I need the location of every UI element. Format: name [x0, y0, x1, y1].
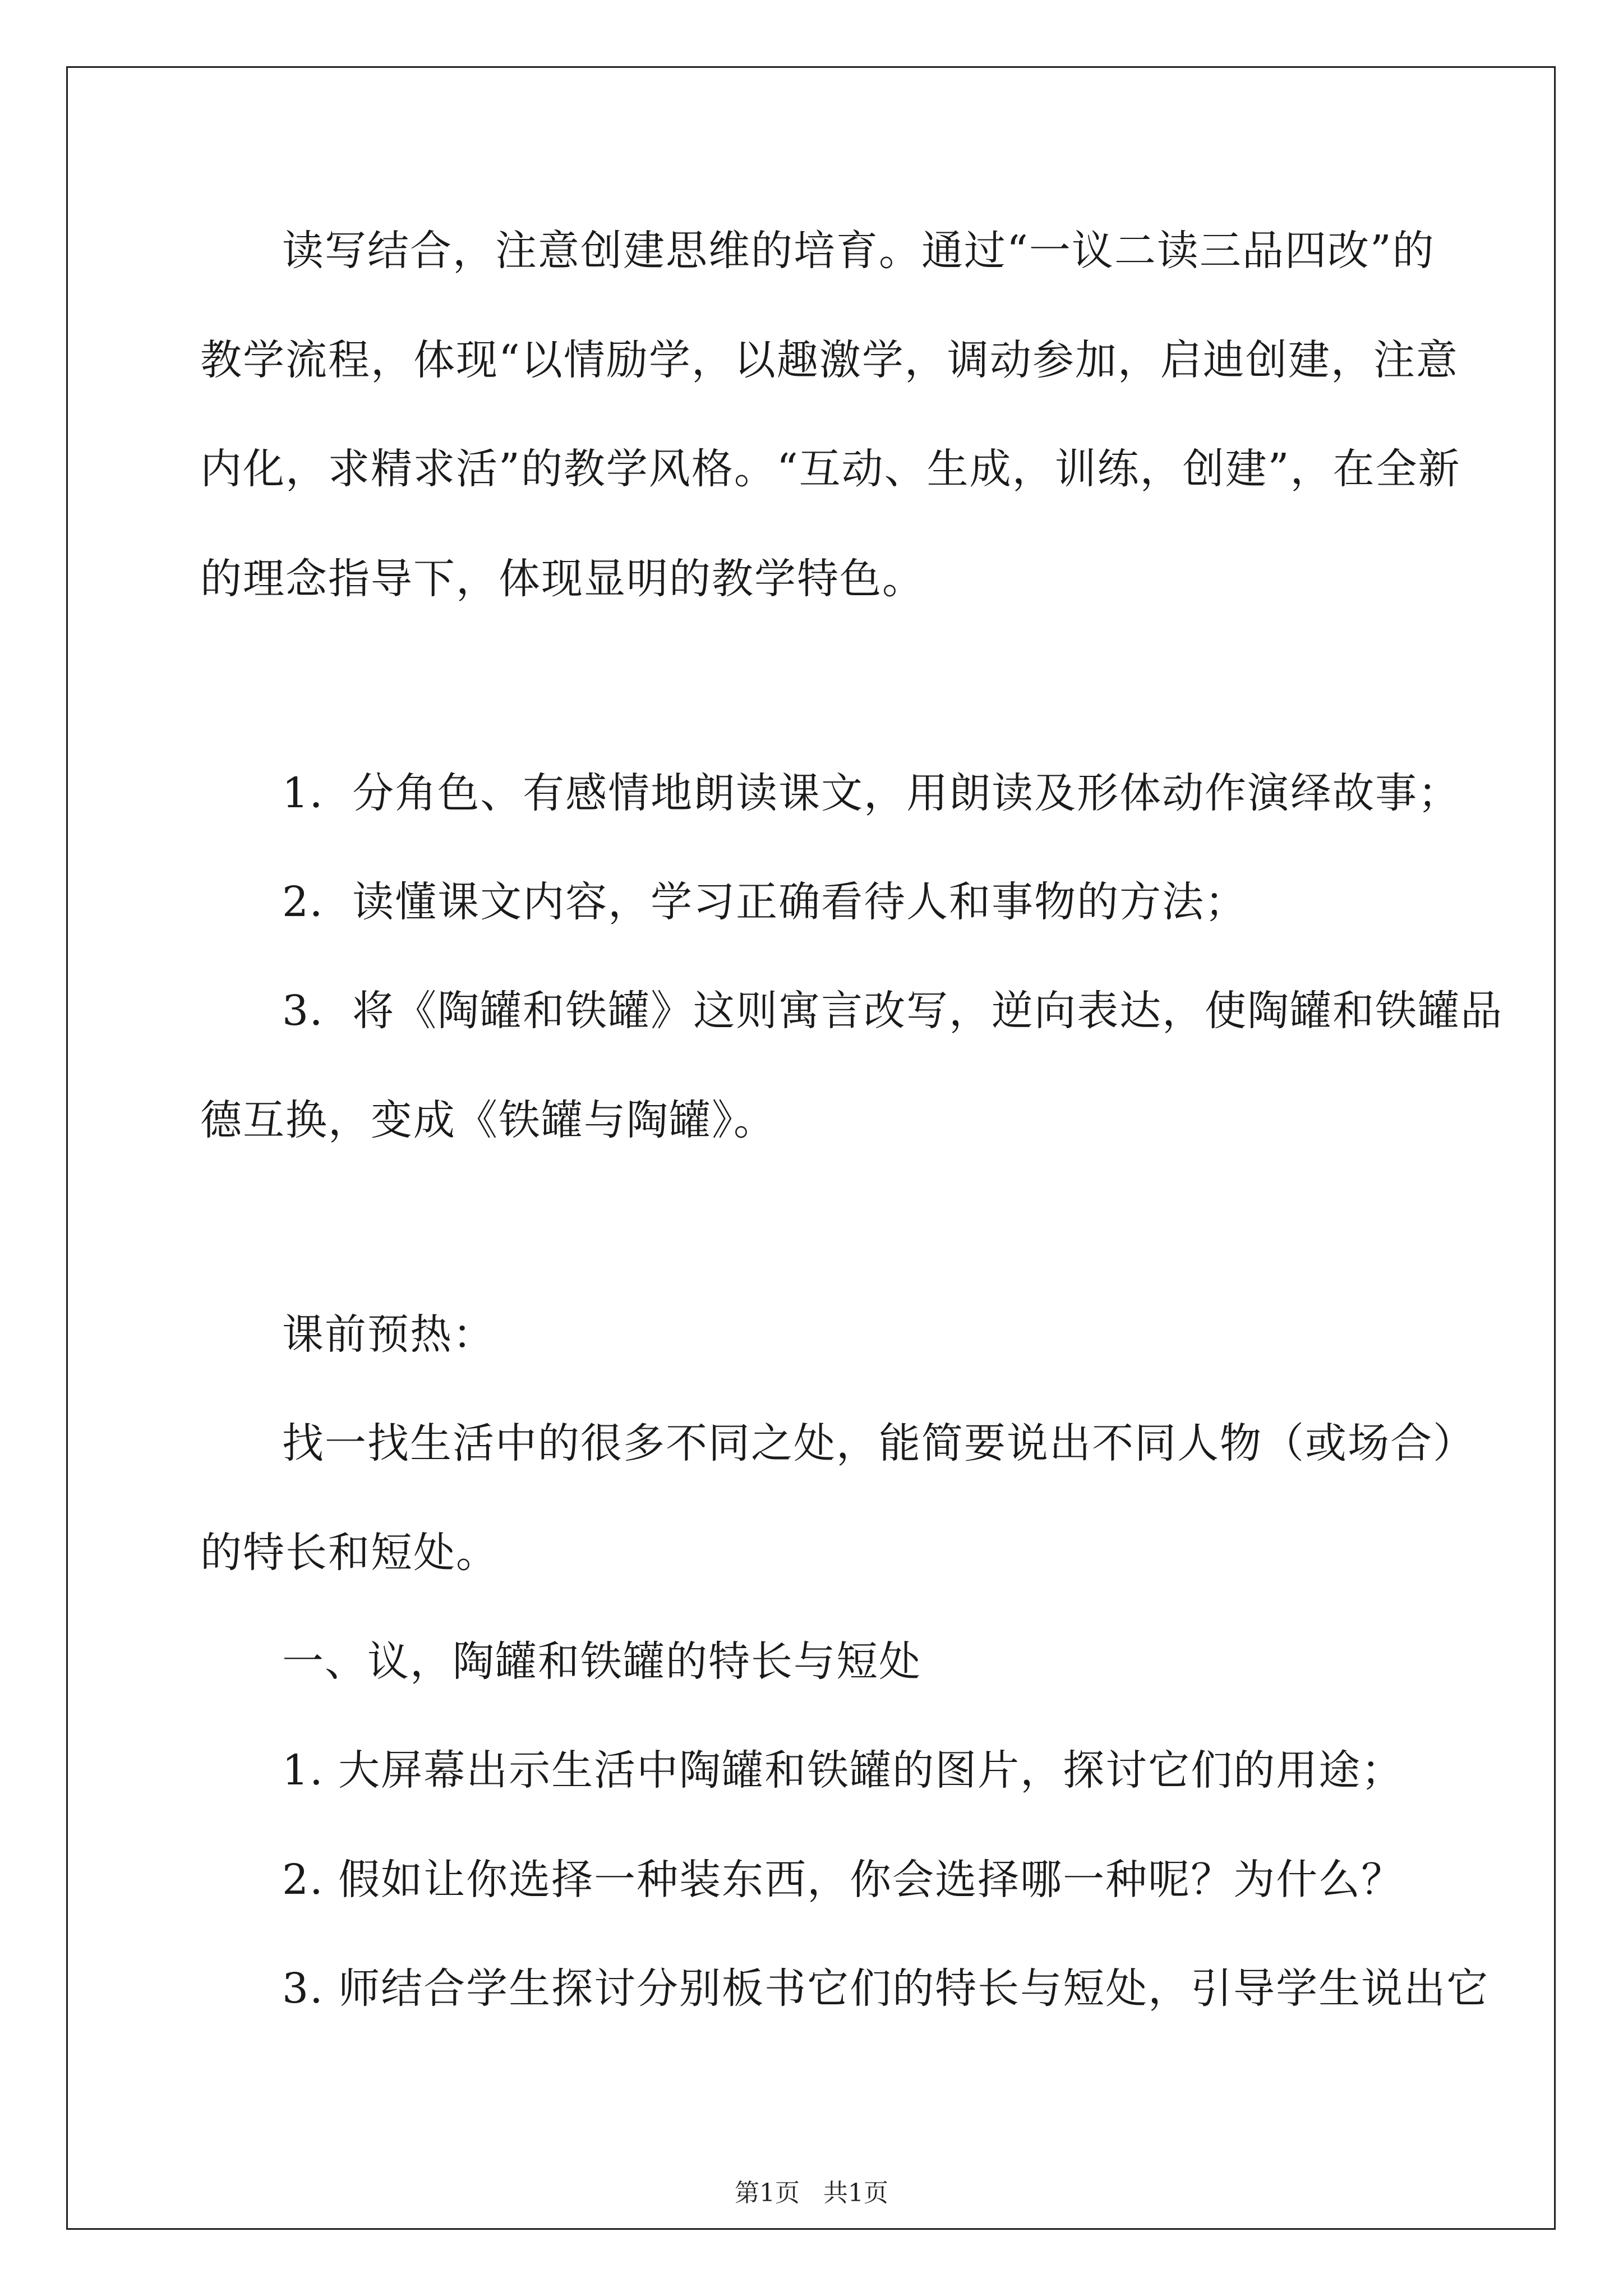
- page-number: 第1页: [735, 2179, 800, 2207]
- list-item: 2. 假如让你选择一种装东西，你会选择哪一种呢？为什么？: [282, 1856, 1404, 1904]
- page-total: 共1页: [823, 2179, 888, 2207]
- list-item: 3. 师结合学生探讨分别板书它们的特长与短处，引导学生说出它: [282, 1964, 1490, 2013]
- list-item: 1. 大屏幕出示生活中陶罐和铁罐的图片，探讨它们的用途；: [282, 1746, 1404, 1795]
- paragraph-line: 教学流程，体现“以情励学，以趣激学，调动参加，启迪创建，注意: [200, 336, 1459, 384]
- objective-item: 1．分角色、有感情地朗读课文，用朗读及形体动作演绎故事；: [282, 769, 1461, 817]
- objective-item: 2．读懂课文内容，学习正确看待人和事物的方法；: [282, 878, 1248, 926]
- section-heading: 一、议，陶罐和铁罐的特长与短处: [282, 1637, 921, 1686]
- page-footer: [0, 2177, 1623, 2210]
- objective-item: 3．将《陶罐和铁罐》这则寓言改写，逆向表达，使陶罐和铁罐品: [282, 987, 1504, 1035]
- paragraph-line: 的特长和短处。: [200, 1529, 499, 1577]
- section-heading: 课前预热：: [282, 1310, 495, 1359]
- paragraph-line: 内化，求精求活”的教学风格。“互动、生成，训练，创建”，在全新: [200, 445, 1461, 493]
- objective-item-continued: 德互换，变成《铁罐与陶罐》。: [200, 1096, 776, 1144]
- paragraph-line: 找一找生活中的很多不同之处，能简要说出不同人物（或场合）: [282, 1419, 1476, 1467]
- paragraph-line: 的理念指导下，体现显明的教学特色。: [200, 555, 925, 603]
- paragraph-line: 读写结合，注意创建思维的培育。通过“一议二读三品四改”的: [282, 227, 1435, 275]
